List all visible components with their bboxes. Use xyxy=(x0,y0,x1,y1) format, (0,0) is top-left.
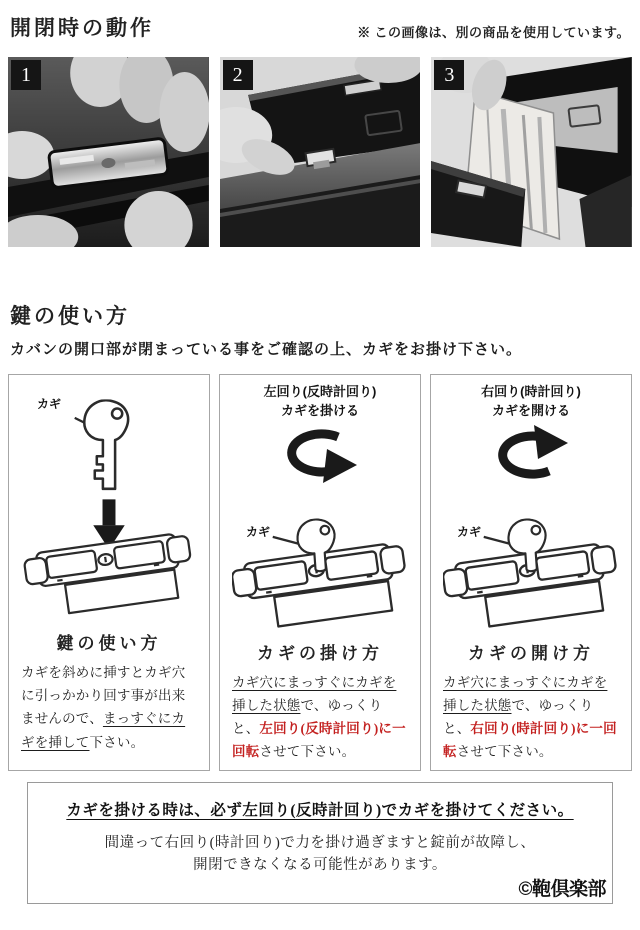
key-label: カギ xyxy=(246,524,271,539)
key-label: カギ xyxy=(37,397,62,411)
box3-rotation-line2: カギを開ける xyxy=(491,402,570,418)
box2-body-underlined: カギ穴にまっすぐにカギを挿した状態 xyxy=(232,674,397,713)
box2-title: カギの掛け方 xyxy=(257,643,383,663)
photo-step-1 xyxy=(8,57,209,247)
brand-copyright-logo: ©鞄倶楽部 xyxy=(518,879,606,900)
box3-title: カギの開け方 xyxy=(468,643,594,663)
clockwise-arrow-icon xyxy=(476,423,586,485)
step-number-badge-2: 2 xyxy=(223,60,253,90)
instruction-box-lock xyxy=(219,374,421,771)
key-usage-lead-text: カバンの開口部が閉まっている事をご確認の上、カギをお掛け下さい。 xyxy=(10,342,523,358)
photo-step-2 xyxy=(220,57,421,247)
photo-disclaimer-note: ※ この画像は、別の商品を使用しています。 xyxy=(357,25,630,40)
photo-strip xyxy=(8,57,632,247)
open-close-header-row xyxy=(10,12,630,42)
box1-body-post: 下さい。 xyxy=(89,734,145,750)
box3-rotation-label xyxy=(443,383,619,421)
diagram-key-unlock xyxy=(443,485,619,635)
warning-line-2: 開閉できなくなる可能性があります。 xyxy=(193,857,447,874)
diagram-key-insert xyxy=(21,383,197,625)
box2-body-mid: で、ゆっくりと、 xyxy=(232,697,383,737)
step-number-badge-3: 3 xyxy=(434,60,464,90)
key-label: カギ xyxy=(457,524,482,539)
box2-rotation-label xyxy=(232,383,408,421)
box1-body-underlined: まっすぐにカギを挿して xyxy=(21,711,186,750)
box3-body-red: 右回り(時計回り)に一回転 xyxy=(443,721,617,760)
diagram-key-lock xyxy=(232,485,408,635)
box1-title: 鍵の使い方 xyxy=(56,634,162,653)
section-heading-key-usage: 鍵の使い方 xyxy=(10,304,130,328)
instruction-box-insert-key xyxy=(8,374,210,771)
box2-body-post: させて下さい。 xyxy=(259,744,356,760)
box3-body-mid: で、ゆっくりと、 xyxy=(443,697,594,737)
photo-step-3 xyxy=(431,57,632,247)
box3-body-text xyxy=(443,671,619,764)
box3-body-post: させて下さい。 xyxy=(456,744,553,760)
warning-line-1: 間違って右回り(時計回り)で力を掛け過ぎますと錠前が故障し、 xyxy=(104,835,536,851)
box3-rotation-line1: 右回り(時計回り) xyxy=(481,384,581,399)
warning-headline: カギを掛ける時は、必ず左回り(反時計回り)でカギを掛けてください。 xyxy=(66,802,574,819)
box2-body-text xyxy=(232,671,408,764)
section-heading-open-close: 開閉時の動作 xyxy=(10,16,154,40)
box1-body-text xyxy=(21,661,197,754)
instruction-boxes xyxy=(8,374,632,760)
box1-body-pre: カギを斜めに挿すとカギ穴に引っかかり回す事が出来ませんので、 xyxy=(21,665,186,727)
box2-rotation-line1: 左回り(反時計回り) xyxy=(263,384,377,399)
step-number-badge-1: 1 xyxy=(11,60,41,90)
box3-body-underlined: カギ穴にまっすぐにカギを挿した状態 xyxy=(443,674,608,713)
warning-box xyxy=(27,782,613,904)
instruction-box-unlock xyxy=(430,374,632,771)
counterclockwise-arrow-icon xyxy=(265,423,375,485)
box2-rotation-line2: カギを掛ける xyxy=(280,402,359,418)
box2-body-red: 左回り(反時計回り)に一回転 xyxy=(232,721,406,760)
